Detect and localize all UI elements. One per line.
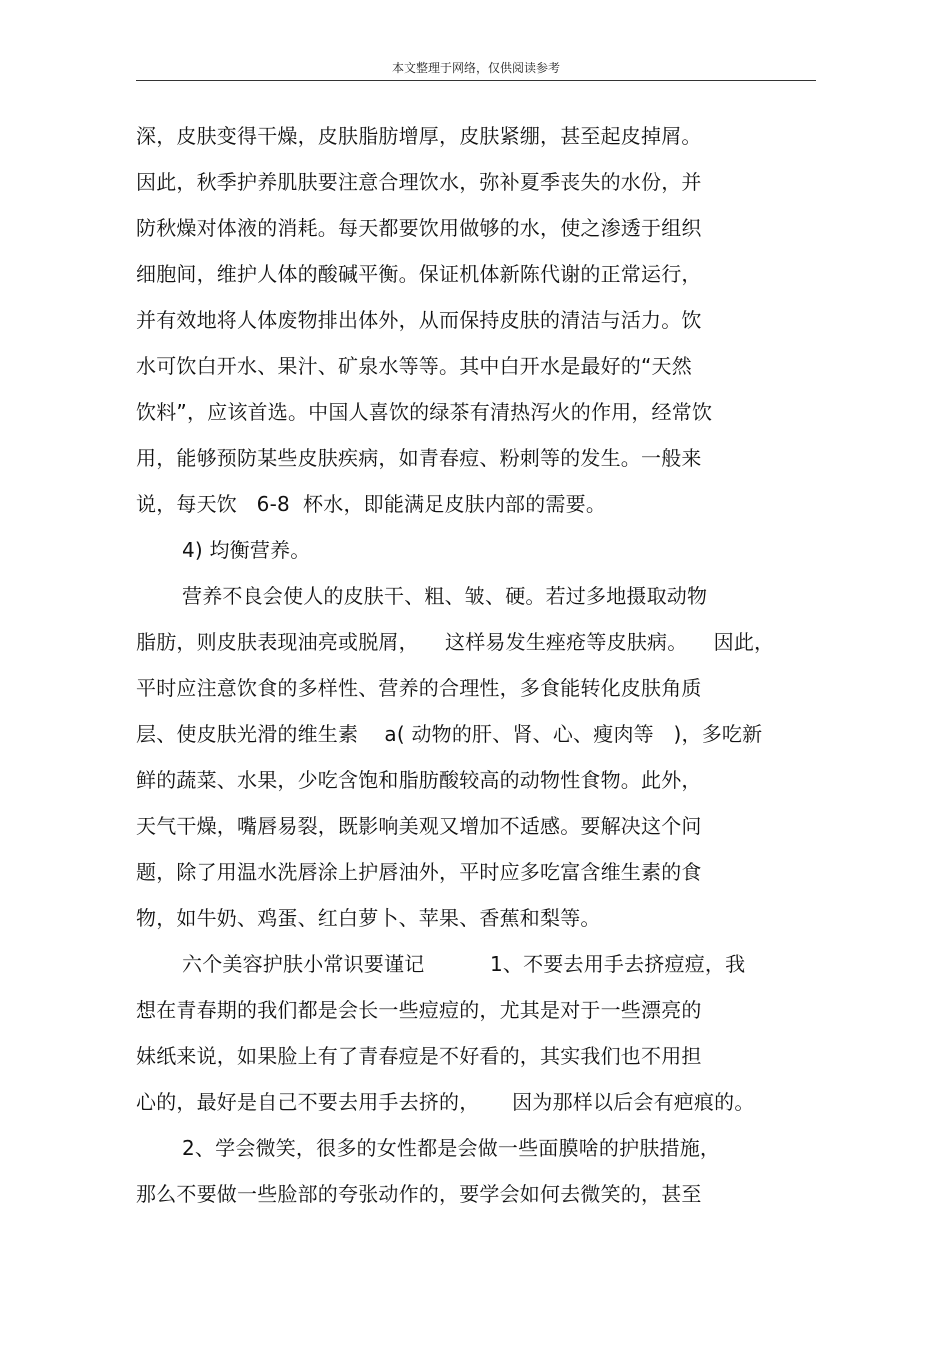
text-line: 水可饮白开水、果汁、矿泉水等等。其中白开水是最好的“天然: [136, 354, 692, 378]
text-line: 天气干燥，嘴唇易裂，既影响美观又增加不适感。要解决这个问: [136, 814, 702, 838]
text-line: 妹纸来说，如果脸上有了青春痘是不好看的，其实我们也不用担: [136, 1044, 702, 1068]
page-header: 本文整理于网络，仅供阅读参考: [391, 61, 560, 75]
paragraph-start: 营养不良会使人的皮肤干、粗、皱、硬。若过多地摄取动物: [182, 584, 708, 608]
text-line: 细胞间，维护人体的酸碱平衡。保证机体新陈代谢的正常运行，: [136, 262, 702, 286]
text-line: 并有效地将人体废物排出体外，从而保持皮肤的清洁与活力。饮: [136, 308, 702, 332]
text-line: 脂肪，则皮肤表现油亮或脱屑， 这样易发生痤疮等皮肤病。 因此，: [136, 630, 775, 654]
document-body: [136, 113, 826, 1217]
text-line: 深，皮肤变得干燥，皮肤脂肪增厚，皮肤紧绷，甚至起皮掉屑。: [136, 124, 702, 148]
text-line: 平时应注意饮食的多样性、营养的合理性，多食能转化皮肤角质: [136, 676, 702, 700]
header-divider: [136, 80, 816, 81]
text-line: 那么不要做一些脸部的夸张动作的，要学会如何去微笑的，甚至: [136, 1182, 702, 1206]
text-line: 说，每天饮 6-8 杯水，即能满足皮肤内部的需要。: [136, 492, 607, 516]
text-line: 用，能够预防某些皮肤疾病，如青春痘、粉刺等的发生。一般来: [136, 446, 702, 470]
section-heading: 4) 均衡营养。: [182, 538, 311, 562]
text-line: 鲜的蔬菜、水果，少吃含饱和脂肪酸较高的动物性食物。此外，: [136, 768, 702, 792]
text-line: 饮料”，应该首选。中国人喜饮的绿茶有清热泻火的作用，经常饮: [136, 400, 713, 424]
text-line: 层、使皮肤光滑的维生素 a( 动物的肝、肾、心、瘦肉等 )，多吃新: [136, 722, 763, 746]
text-line: 因此，秋季护养肌肤要注意合理饮水，弥补夏季丧失的水份，并: [136, 170, 702, 194]
text-line: 防秋燥对体液的消耗。每天都要饮用做够的水，使之渗透于组织: [136, 216, 702, 240]
paragraph-start: 六个美容护肤小常识要谨记 1、不要去用手去挤痘痘，我: [182, 952, 746, 976]
text-line: 物，如牛奶、鸡蛋、红白萝卜、苹果、香蕉和梨等。: [136, 906, 601, 930]
text-line: 心的，最好是自己不要去用手去挤的， 因为那样以后会有疤痕的。: [136, 1090, 755, 1114]
text-line: 题，除了用温水洗唇涂上护唇油外，平时应多吃富含维生素的食: [136, 860, 702, 884]
paragraph-start: 2、学会微笑，很多的女性都是会做一些面膜啥的护肤措施，: [182, 1136, 721, 1160]
text-line: 想在青春期的我们都是会长一些痘痘的，尤其是对于一些漂亮的: [136, 998, 702, 1022]
